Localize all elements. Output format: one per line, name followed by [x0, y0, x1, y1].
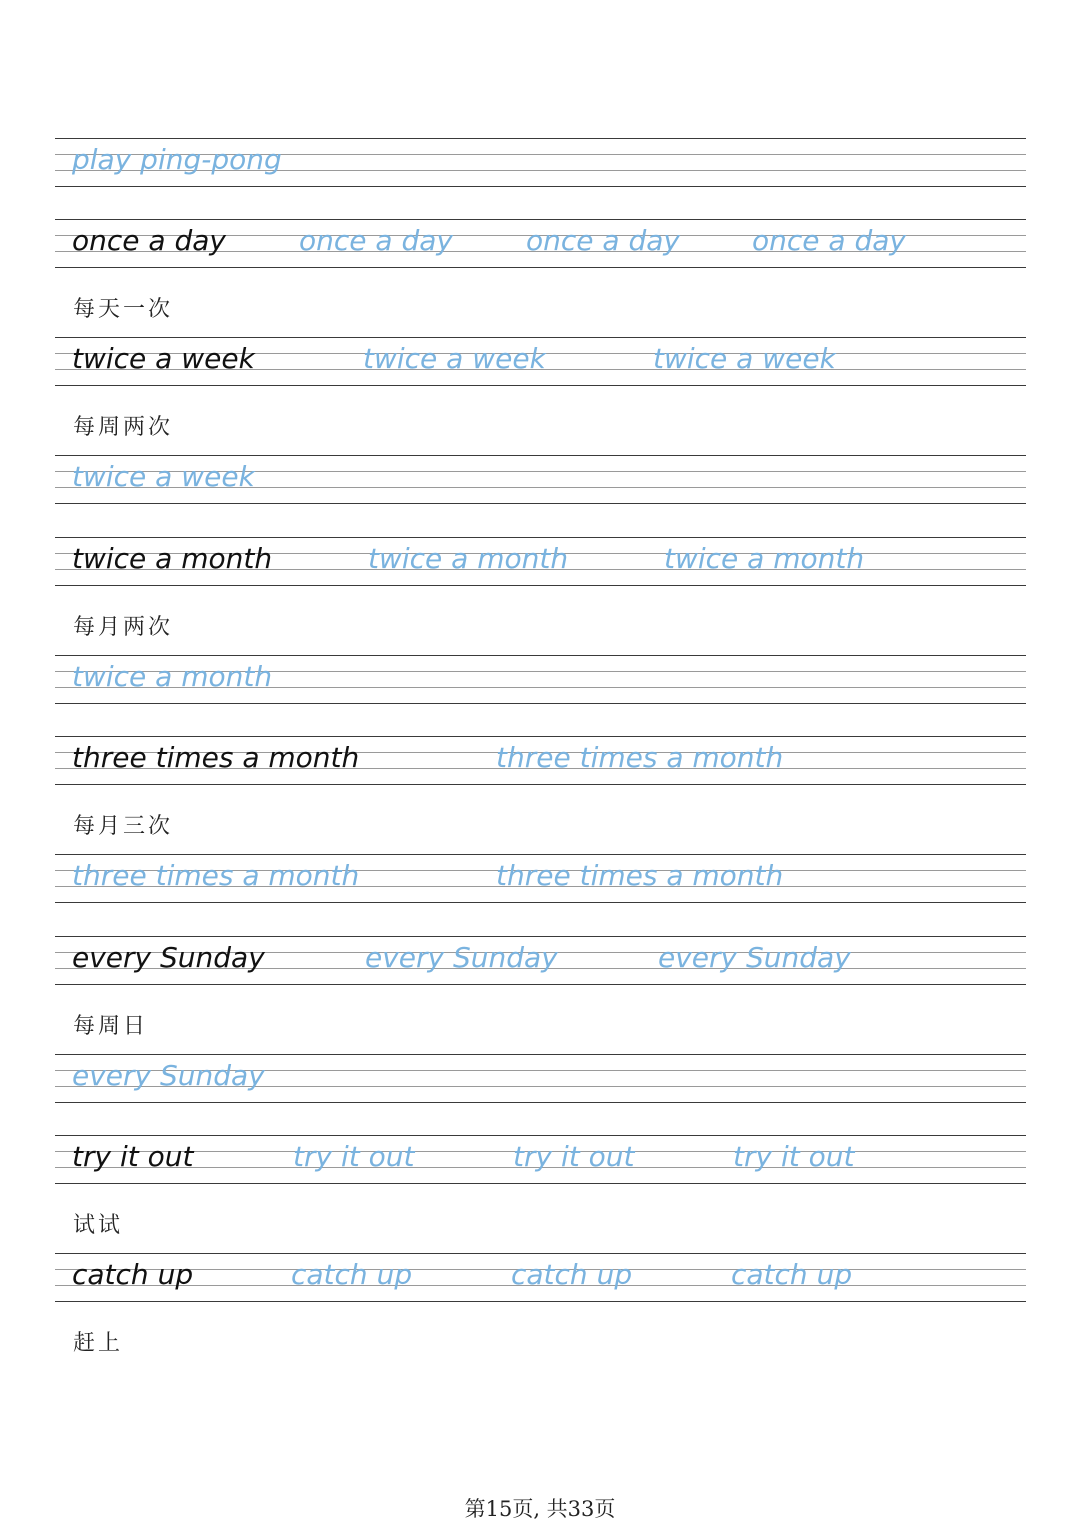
rule-top: [55, 219, 1026, 220]
writing-band: [55, 219, 1026, 268]
rule-bottom: [55, 1102, 1026, 1103]
writing-band: [55, 936, 1026, 985]
writing-band: [55, 337, 1026, 386]
chinese-translation: 试试: [73, 1213, 124, 1238]
model-word: try it out: [72, 1140, 194, 1173]
rule-bottom: [55, 503, 1026, 504]
trace-word: once a day: [752, 224, 906, 257]
trace-word: every Sunday: [72, 1059, 265, 1092]
chinese-translation: 每周日: [73, 1014, 149, 1039]
trace-word: twice a month: [664, 542, 865, 575]
rule-top: [55, 1253, 1026, 1254]
trace-word: three times a month: [72, 859, 360, 892]
rule-top: [55, 138, 1026, 139]
rule-top: [55, 455, 1026, 456]
page-footer: 第15页, 共33页: [464, 1497, 616, 1521]
model-word: three times a month: [72, 741, 360, 774]
trace-word: twice a week: [363, 342, 546, 375]
model-word: once a day: [72, 224, 226, 257]
trace-word: play ping-pong: [72, 143, 282, 176]
rule-bottom: [55, 186, 1026, 187]
rule-top: [55, 337, 1026, 338]
rule-bottom: [55, 585, 1026, 586]
trace-word: every Sunday: [658, 941, 851, 974]
rule-bottom: [55, 784, 1026, 785]
rule-bottom: [55, 703, 1026, 704]
trace-word: every Sunday: [365, 941, 558, 974]
rule-bottom: [55, 385, 1026, 386]
rule-top: [55, 655, 1026, 656]
trace-word: catch up: [511, 1258, 633, 1291]
rule-top: [55, 936, 1026, 937]
rule-bottom: [55, 267, 1026, 268]
writing-band: [55, 655, 1026, 704]
trace-word: once a day: [526, 224, 680, 257]
writing-band: [55, 854, 1026, 903]
rule-top: [55, 736, 1026, 737]
rule-top: [55, 1054, 1026, 1055]
trace-word: try it out: [733, 1140, 855, 1173]
chinese-translation: 每月三次: [73, 814, 174, 839]
model-word: twice a week: [72, 342, 255, 375]
chinese-translation: 每天一次: [73, 297, 174, 322]
model-word: twice a month: [72, 542, 273, 575]
writing-band: [55, 1054, 1026, 1103]
writing-band: [55, 1253, 1026, 1302]
chinese-translation: 每周两次: [73, 415, 174, 440]
trace-word: try it out: [513, 1140, 635, 1173]
writing-band: [55, 736, 1026, 785]
chinese-translation: 每月两次: [73, 615, 174, 640]
rule-bottom: [55, 1301, 1026, 1302]
trace-word: three times a month: [496, 859, 784, 892]
rule-bottom: [55, 1183, 1026, 1184]
writing-band: [55, 455, 1026, 504]
rule-top: [55, 854, 1026, 855]
chinese-translation: 赶上: [73, 1331, 124, 1356]
writing-band: [55, 537, 1026, 586]
trace-word: twice a month: [368, 542, 569, 575]
writing-band: [55, 138, 1026, 187]
trace-word: catch up: [731, 1258, 853, 1291]
model-word: catch up: [72, 1258, 194, 1291]
rule-bottom: [55, 984, 1026, 985]
rule-bottom: [55, 902, 1026, 903]
trace-word: twice a week: [653, 342, 836, 375]
trace-word: try it out: [293, 1140, 415, 1173]
trace-word: three times a month: [496, 741, 784, 774]
rule-top: [55, 537, 1026, 538]
rule-top: [55, 1135, 1026, 1136]
trace-word: catch up: [291, 1258, 413, 1291]
model-word: every Sunday: [72, 941, 265, 974]
trace-word: twice a month: [72, 660, 273, 693]
writing-band: [55, 1135, 1026, 1184]
trace-word: twice a week: [72, 460, 255, 493]
trace-word: once a day: [299, 224, 453, 257]
